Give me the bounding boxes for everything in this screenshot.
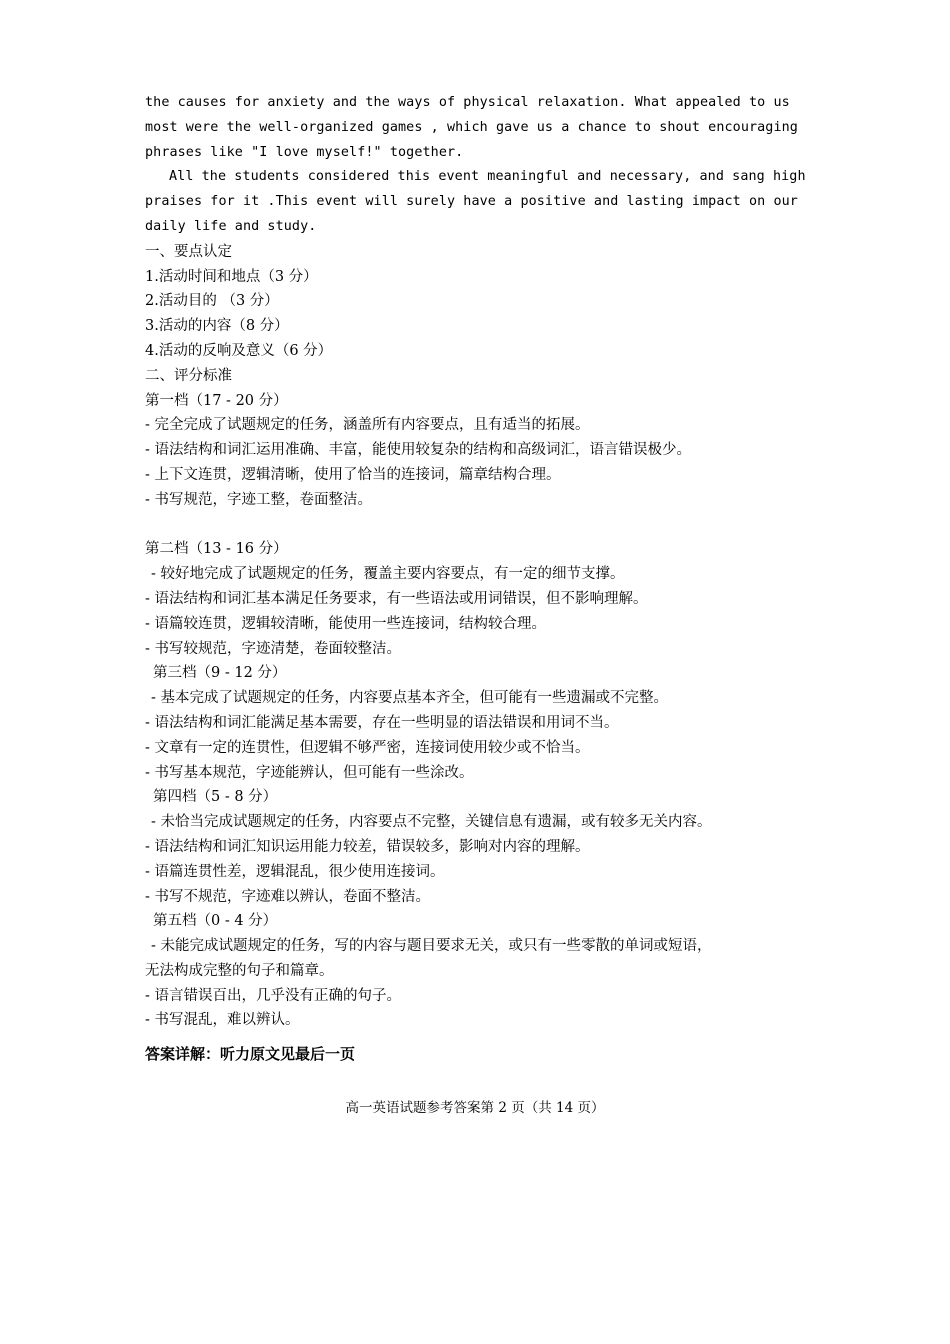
tier3-item: - 语法结构和词汇能满足基本需要，存在一些明显的语法错误和用词不当。: [145, 714, 619, 731]
key-point-item: 1.活动时间和地点（3 分）: [145, 268, 318, 285]
tier1-item: - 书写规范，字迹工整，卷面整洁。: [145, 491, 373, 508]
tier4-title: 第四档（5 - 8 分）: [153, 789, 278, 806]
tier5-title: 第五档（0 - 4 分）: [153, 913, 278, 930]
passage-line: praises for it .This event will surely have a positive and lasting impact on our: [145, 194, 798, 210]
tier3-item: - 基本完成了试题规定的任务，内容要点基本齐全，但可能有一些遗漏或不完整。: [151, 690, 669, 707]
tier2-item: - 书写较规范，字迹清楚，卷面较整洁。: [145, 640, 402, 657]
tier5-item: - 未能完成试题规定的任务，写的内容与题目要求无关，或只有一些零散的单词或短语，: [151, 938, 712, 955]
tier2-item: - 语法结构和词汇基本满足任务要求，有一些语法或用词错误，但不影响理解。: [145, 590, 648, 607]
tier4-item: - 未恰当完成试题规定的任务，内容要点不完整，关键信息有遗漏，或有较多无关内容。: [151, 814, 712, 831]
passage-line: daily life and study.: [145, 218, 317, 234]
passage-line: phrases like "I love myself!" together.: [145, 144, 464, 160]
answer-heading: 答案详解：听力原文见最后一页: [145, 1045, 356, 1064]
tier1-item: - 上下文连贯，逻辑清晰，使用了恰当的连接词，篇章结构合理。: [145, 466, 561, 483]
passage-line: the causes for anxiety and the ways of physical relaxation. What appealed to us: [145, 95, 790, 110]
spacer: [145, 513, 805, 538]
tier2-item: - 语篇较连贯，逻辑较清晰，能使用一些连接词，结构较合理。: [145, 615, 547, 632]
tier3-item: - 书写基本规范，字迹能辨认，但可能有一些涂改。: [145, 764, 474, 781]
page-footer: 高一英语试题参考答案第 2 页（共 14 页）: [345, 1100, 605, 1116]
passage-line: All the students considered this event meaningful and necessary, and sang high: [169, 169, 806, 185]
tier4-item: - 语篇连贯性差，逻辑混乱，很少使用连接词。: [145, 863, 445, 880]
tier2-item: - 较好地完成了试题规定的任务，覆盖主要内容要点，有一定的细节支撑。: [151, 566, 625, 583]
passage-line: most were the well-organized games , which gave us a chance to shout encouraging: [145, 119, 798, 135]
document-body: [145, 91, 805, 1066]
tier5-item: - 书写混乱，难以辨认。: [145, 1012, 300, 1029]
tier4-item: - 书写不规范，字迹难以辨认，卷面不整洁。: [145, 888, 431, 905]
key-point-item: 3.活动的内容（8 分）: [145, 318, 289, 335]
tier1-item: - 语法结构和词汇运用准确、丰富，能使用较复杂的结构和高级词汇，语言错误极少。: [145, 442, 692, 459]
tier4-item: - 语法结构和词汇知识运用能力较差，错误较多，影响对内容的理解。: [145, 838, 590, 855]
tier1-item: - 完全完成了试题规定的任务，涵盖所有内容要点，且有适当的拓展。: [145, 417, 590, 434]
key-points-heading: 一、要点认定: [145, 243, 232, 260]
tier3-title: 第三档（9 - 12 分）: [153, 665, 287, 682]
criteria-heading: 二、评分标准: [145, 367, 232, 384]
tier5-item: - 语言错误百出，几乎没有正确的句子。: [145, 987, 402, 1004]
tier1-title: 第一档（17 - 20 分）: [145, 392, 288, 409]
key-point-item: 4.活动的反响及意义（6 分）: [145, 342, 333, 359]
key-point-item: 2.活动目的 （3 分）: [145, 293, 279, 310]
tier3-item: - 文章有一定的连贯性，但逻辑不够严密，连接词使用较少或不恰当。: [145, 739, 590, 756]
tier5-item: 无法构成完整的句子和篇章。: [145, 962, 334, 979]
tier2-title: 第二档（13 - 16 分）: [145, 541, 288, 558]
